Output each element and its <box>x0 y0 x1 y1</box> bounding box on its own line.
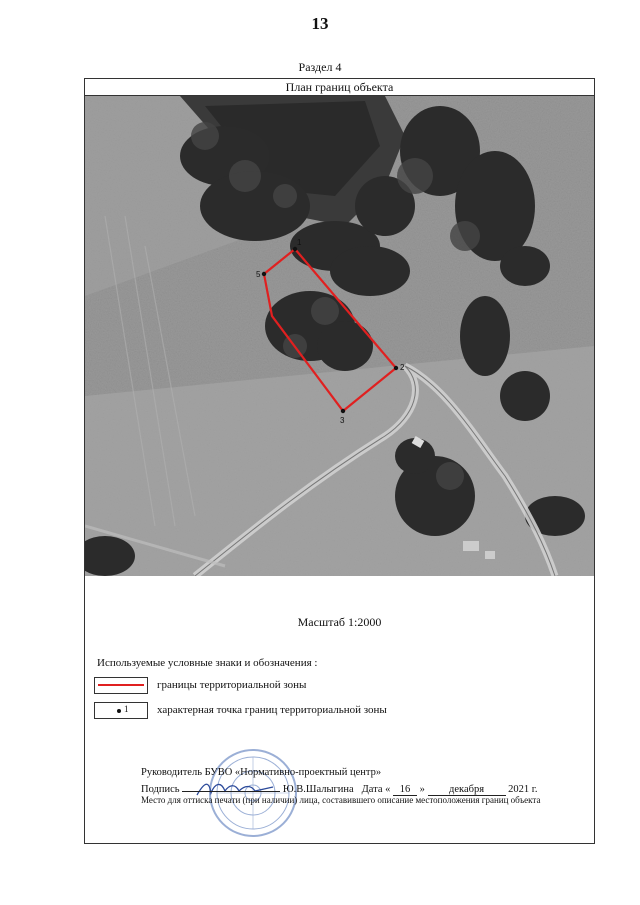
boundary-point-5 <box>262 272 266 276</box>
legend-point-number: 1 <box>124 704 129 714</box>
legend-title: Используемые условные знаки и обозначения : <box>97 657 318 669</box>
date-day: 16 <box>393 784 417 796</box>
legend-line-symbol <box>94 677 148 694</box>
seal-note: Место для оттиска печати (при наличии) лица, составившего описание местоположения границ объекта <box>141 795 541 805</box>
plan-title: План границ объекта <box>85 79 594 96</box>
legend-label-point: характерная точка границ территориальной зоны <box>157 704 387 716</box>
boundary-point-2 <box>394 366 398 370</box>
date-mid: » <box>419 784 425 795</box>
plan-frame <box>84 78 595 844</box>
page-number: 13 <box>311 14 329 33</box>
scale-label: Масштаб 1:2000 <box>297 615 382 629</box>
point-label-3: 3 <box>340 416 345 425</box>
signature-underline <box>182 780 280 792</box>
point-label-2: 2 <box>400 363 405 372</box>
signature-line <box>141 780 581 793</box>
signer-name: Ю.В.Шалыгина <box>282 784 354 795</box>
aerial-photo <box>85 96 594 576</box>
section-title: Раздел 4 <box>298 60 342 74</box>
legend-point-symbol <box>94 702 148 719</box>
date-month: декабря <box>428 784 506 796</box>
signature-block <box>141 767 581 805</box>
date-year: 2021 г. <box>508 784 538 795</box>
point-label-1: 1 <box>297 238 302 247</box>
point-dot-icon <box>117 709 121 713</box>
boundary-point-1 <box>293 247 297 251</box>
legend-label-boundary: границы территориальной зоны <box>157 679 307 691</box>
date-label: Дата « <box>361 784 391 795</box>
red-line-icon <box>98 684 144 686</box>
head-line: Руководитель БУВО «Нормативно-проектный центр» <box>141 767 382 778</box>
point-label-5: 5 <box>256 270 261 279</box>
aerial-map <box>85 96 594 576</box>
podpis-label: Подпись <box>141 784 180 795</box>
boundary-point-3 <box>341 409 345 413</box>
